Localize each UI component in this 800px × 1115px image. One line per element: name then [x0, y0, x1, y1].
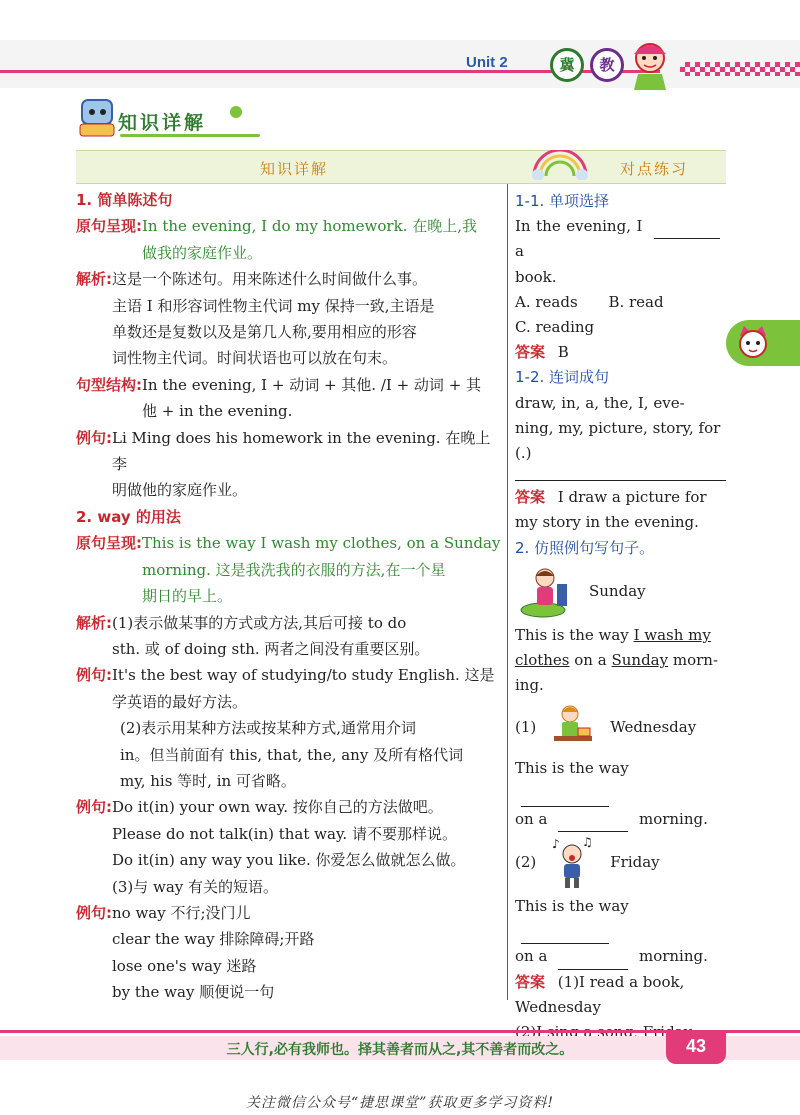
s2-point-2: [76, 715, 504, 794]
text: This is the way: [515, 759, 629, 778]
s1-original: [76, 213, 504, 266]
text-line: This is the way I wash my clothes, on a Sunday: [142, 534, 501, 553]
text-line: 他 + in the evening.: [142, 402, 293, 421]
q3-answer-2: Wednesday: [515, 997, 601, 1016]
original-label: 原句呈现:: [76, 217, 142, 236]
girl-mascot-icon: [620, 36, 678, 92]
text: morn-: [672, 651, 719, 670]
section-2-title: 2. way 的用法: [76, 507, 181, 526]
p2-line-1: [515, 894, 726, 944]
svg-text:♫: ♫: [582, 836, 594, 850]
answer-label: 答案: [515, 343, 546, 362]
text: on a: [515, 947, 548, 966]
knowledge-column: [76, 187, 504, 1006]
text-line: Please do not talk(in) that way. 请不要那样说。: [112, 824, 457, 843]
section-title-underline: [120, 134, 260, 137]
text-line: lose one's way 迷路: [112, 956, 257, 975]
q1-options-ab: [515, 290, 726, 315]
boy-reading-book-icon: [550, 702, 596, 752]
text-line: 期日的早上。: [142, 587, 233, 606]
column-divider: [507, 184, 508, 1000]
boy-singing-icon: [550, 836, 596, 890]
text-line: 做我的家庭作业。: [142, 243, 263, 262]
q2-words-3: (.): [515, 444, 532, 463]
example-label: 例句:: [76, 903, 112, 922]
option-a: A. reads: [515, 292, 578, 311]
p2-line-2: [515, 944, 726, 969]
s1-example: [76, 425, 504, 504]
p1-line-2: [515, 807, 726, 832]
picture-2-row: [515, 832, 726, 894]
text-line: Do it(in) any way you like. 你爱怎么做就怎么做。: [112, 851, 466, 870]
q3-answer: [515, 970, 726, 995]
example-day: Sunday: [589, 582, 646, 601]
text-line: 主语 I 和形容词性物主代词 my 保持一致,主语是: [112, 296, 435, 315]
text-line: It's the best way of studying/to study English. 这是: [112, 666, 495, 685]
text: a: [515, 242, 524, 261]
s2-example-3: [76, 900, 504, 1006]
picture-1-row: [515, 698, 726, 756]
text-line: no way 不行;没门儿: [112, 903, 251, 922]
footer-quote: 三人行,必有我师也。择其善者而从之,其不善者而改之。: [226, 1042, 574, 1058]
analysis-label: 解析:: [76, 613, 112, 632]
cat-face-icon: [736, 326, 770, 360]
underlined-text: clothes: [515, 651, 570, 670]
text: This is the way: [515, 625, 629, 644]
text-line: by the way 顺便说一句: [112, 983, 275, 1002]
structure-label: 句型结构:: [76, 375, 142, 394]
example-picture-row: [515, 561, 726, 623]
underlined-text: Sunday: [611, 651, 669, 670]
s2-original: [76, 530, 504, 609]
example-line-1: [515, 623, 726, 648]
text: This is the way: [515, 897, 629, 916]
analysis-label: 解析:: [76, 270, 112, 289]
q2-answer-cont: my story in the evening.: [515, 513, 699, 532]
section-1-title: 1. 简单陈述句: [76, 191, 173, 209]
s2-example-1: [76, 662, 504, 715]
text-line: (2)表示用某种方法或按某种方式,通常用介词: [120, 719, 417, 738]
item-number: (2): [515, 853, 537, 872]
q3-heading: 2. 仿照例句写句子。: [515, 538, 655, 557]
q2-words-2: ning, my, picture, story, for: [515, 418, 721, 437]
girl-washing-clothes-icon: [515, 564, 575, 620]
answer-label: 答案: [515, 488, 546, 507]
text-line: In the evening, I do my homework. 在晚上,我: [142, 217, 477, 236]
answer-text: B: [557, 343, 569, 362]
original-label: 原句呈现:: [76, 534, 142, 553]
text-line: morning. 这是我洗我的衣服的方法,在一个星: [142, 560, 446, 579]
table-header-practice: 对点练习: [620, 160, 689, 178]
text-line: my, his 等时, in 可省略。: [120, 771, 296, 790]
text-line: 明做他的家庭作业。: [112, 481, 248, 500]
q1-stem-end: book.: [515, 267, 557, 286]
text-line: sth. 或 of doing sth. 两者之间没有重要区别。: [112, 639, 430, 658]
example-label: 例句:: [76, 798, 112, 817]
p1-line-1: [515, 756, 726, 806]
svg-text:♪: ♪: [552, 837, 560, 852]
item-day: Friday: [610, 853, 660, 872]
page-number: 43: [685, 1036, 707, 1056]
text-line: 这是一个陈述句。用来陈述什么时间做什么事。: [112, 270, 428, 289]
unit-label: Unit 2: [466, 54, 508, 71]
boy-reading-icon: [76, 96, 120, 138]
publisher-badge-jiao: 教: [590, 48, 624, 82]
text-line: (3)与 way 有关的短语。: [112, 877, 279, 896]
q1-stem: [515, 214, 726, 264]
example-line-3: ing.: [515, 676, 544, 695]
watermark-note: 关注微信公众号“捷思课堂”获取更多学习资料!: [246, 1095, 554, 1111]
text: on a: [574, 651, 607, 670]
text-line: In the evening, I + 动词 + 其他. /I + 动词 + 其: [142, 375, 482, 394]
answer-blank[interactable]: [654, 238, 720, 239]
answer-blank[interactable]: [558, 831, 628, 832]
example-label: 例句:: [76, 428, 112, 447]
example-line-2: [515, 648, 726, 673]
rainbow-cloud-icon: [528, 150, 592, 180]
q2-answer-line[interactable]: [515, 466, 726, 481]
region-badge-ji: 冀: [550, 48, 584, 82]
answer-label: 答案: [515, 972, 546, 991]
option-c: C. reading: [515, 318, 595, 337]
table-header-knowledge: 知识详解: [260, 160, 329, 178]
q2-words-1: draw, in, a, the, I, eve-: [515, 393, 685, 412]
text-line: 词性物主代词。时间状语也可以放在句末。: [112, 349, 398, 368]
green-dot-icon: [228, 104, 244, 120]
q2-answer: [515, 485, 726, 510]
text-line: (1)表示做某事的方式或方法,其后可接 to do: [112, 613, 407, 632]
example-label: 例句:: [76, 666, 112, 685]
s2-example-2: [76, 794, 504, 900]
q1-heading: 1-1. 单项选择: [515, 192, 610, 210]
text-line: in。但当前面有 this, that, the, any 及所有格代词: [120, 745, 464, 764]
item-number: (1): [515, 717, 537, 736]
answer-text: I draw a picture for: [557, 488, 707, 507]
text-line: 学英语的最好方法。: [112, 692, 248, 711]
text-line: clear the way 排除障碍;开路: [112, 930, 315, 949]
q2-heading: 1-2. 连词成句: [515, 368, 610, 387]
text: morning.: [638, 947, 708, 966]
practice-column: [515, 189, 726, 1045]
s2-analysis: [76, 610, 504, 663]
section-title: 知识详解: [118, 112, 207, 134]
item-day: Wednesday: [610, 717, 697, 736]
text: morning.: [638, 809, 708, 828]
q1-answer: [515, 340, 726, 365]
option-b: B. read: [608, 292, 664, 311]
text-line: 单数还是复数以及是第几人称,要用相应的形容: [112, 323, 417, 342]
answer-text: (1)I read a book,: [557, 972, 685, 991]
text-line: Li Ming does his homework in the evening. 在晚上李: [112, 428, 491, 474]
text: In the evening, I: [515, 217, 643, 236]
underlined-text: I wash my: [633, 625, 711, 644]
s1-structure: [76, 372, 504, 425]
text: on a: [515, 809, 548, 828]
text-line: Do it(in) your own way. 按你自己的方法做吧。: [112, 798, 443, 817]
s1-analysis: [76, 266, 504, 372]
header-checker-pattern: [680, 62, 800, 76]
